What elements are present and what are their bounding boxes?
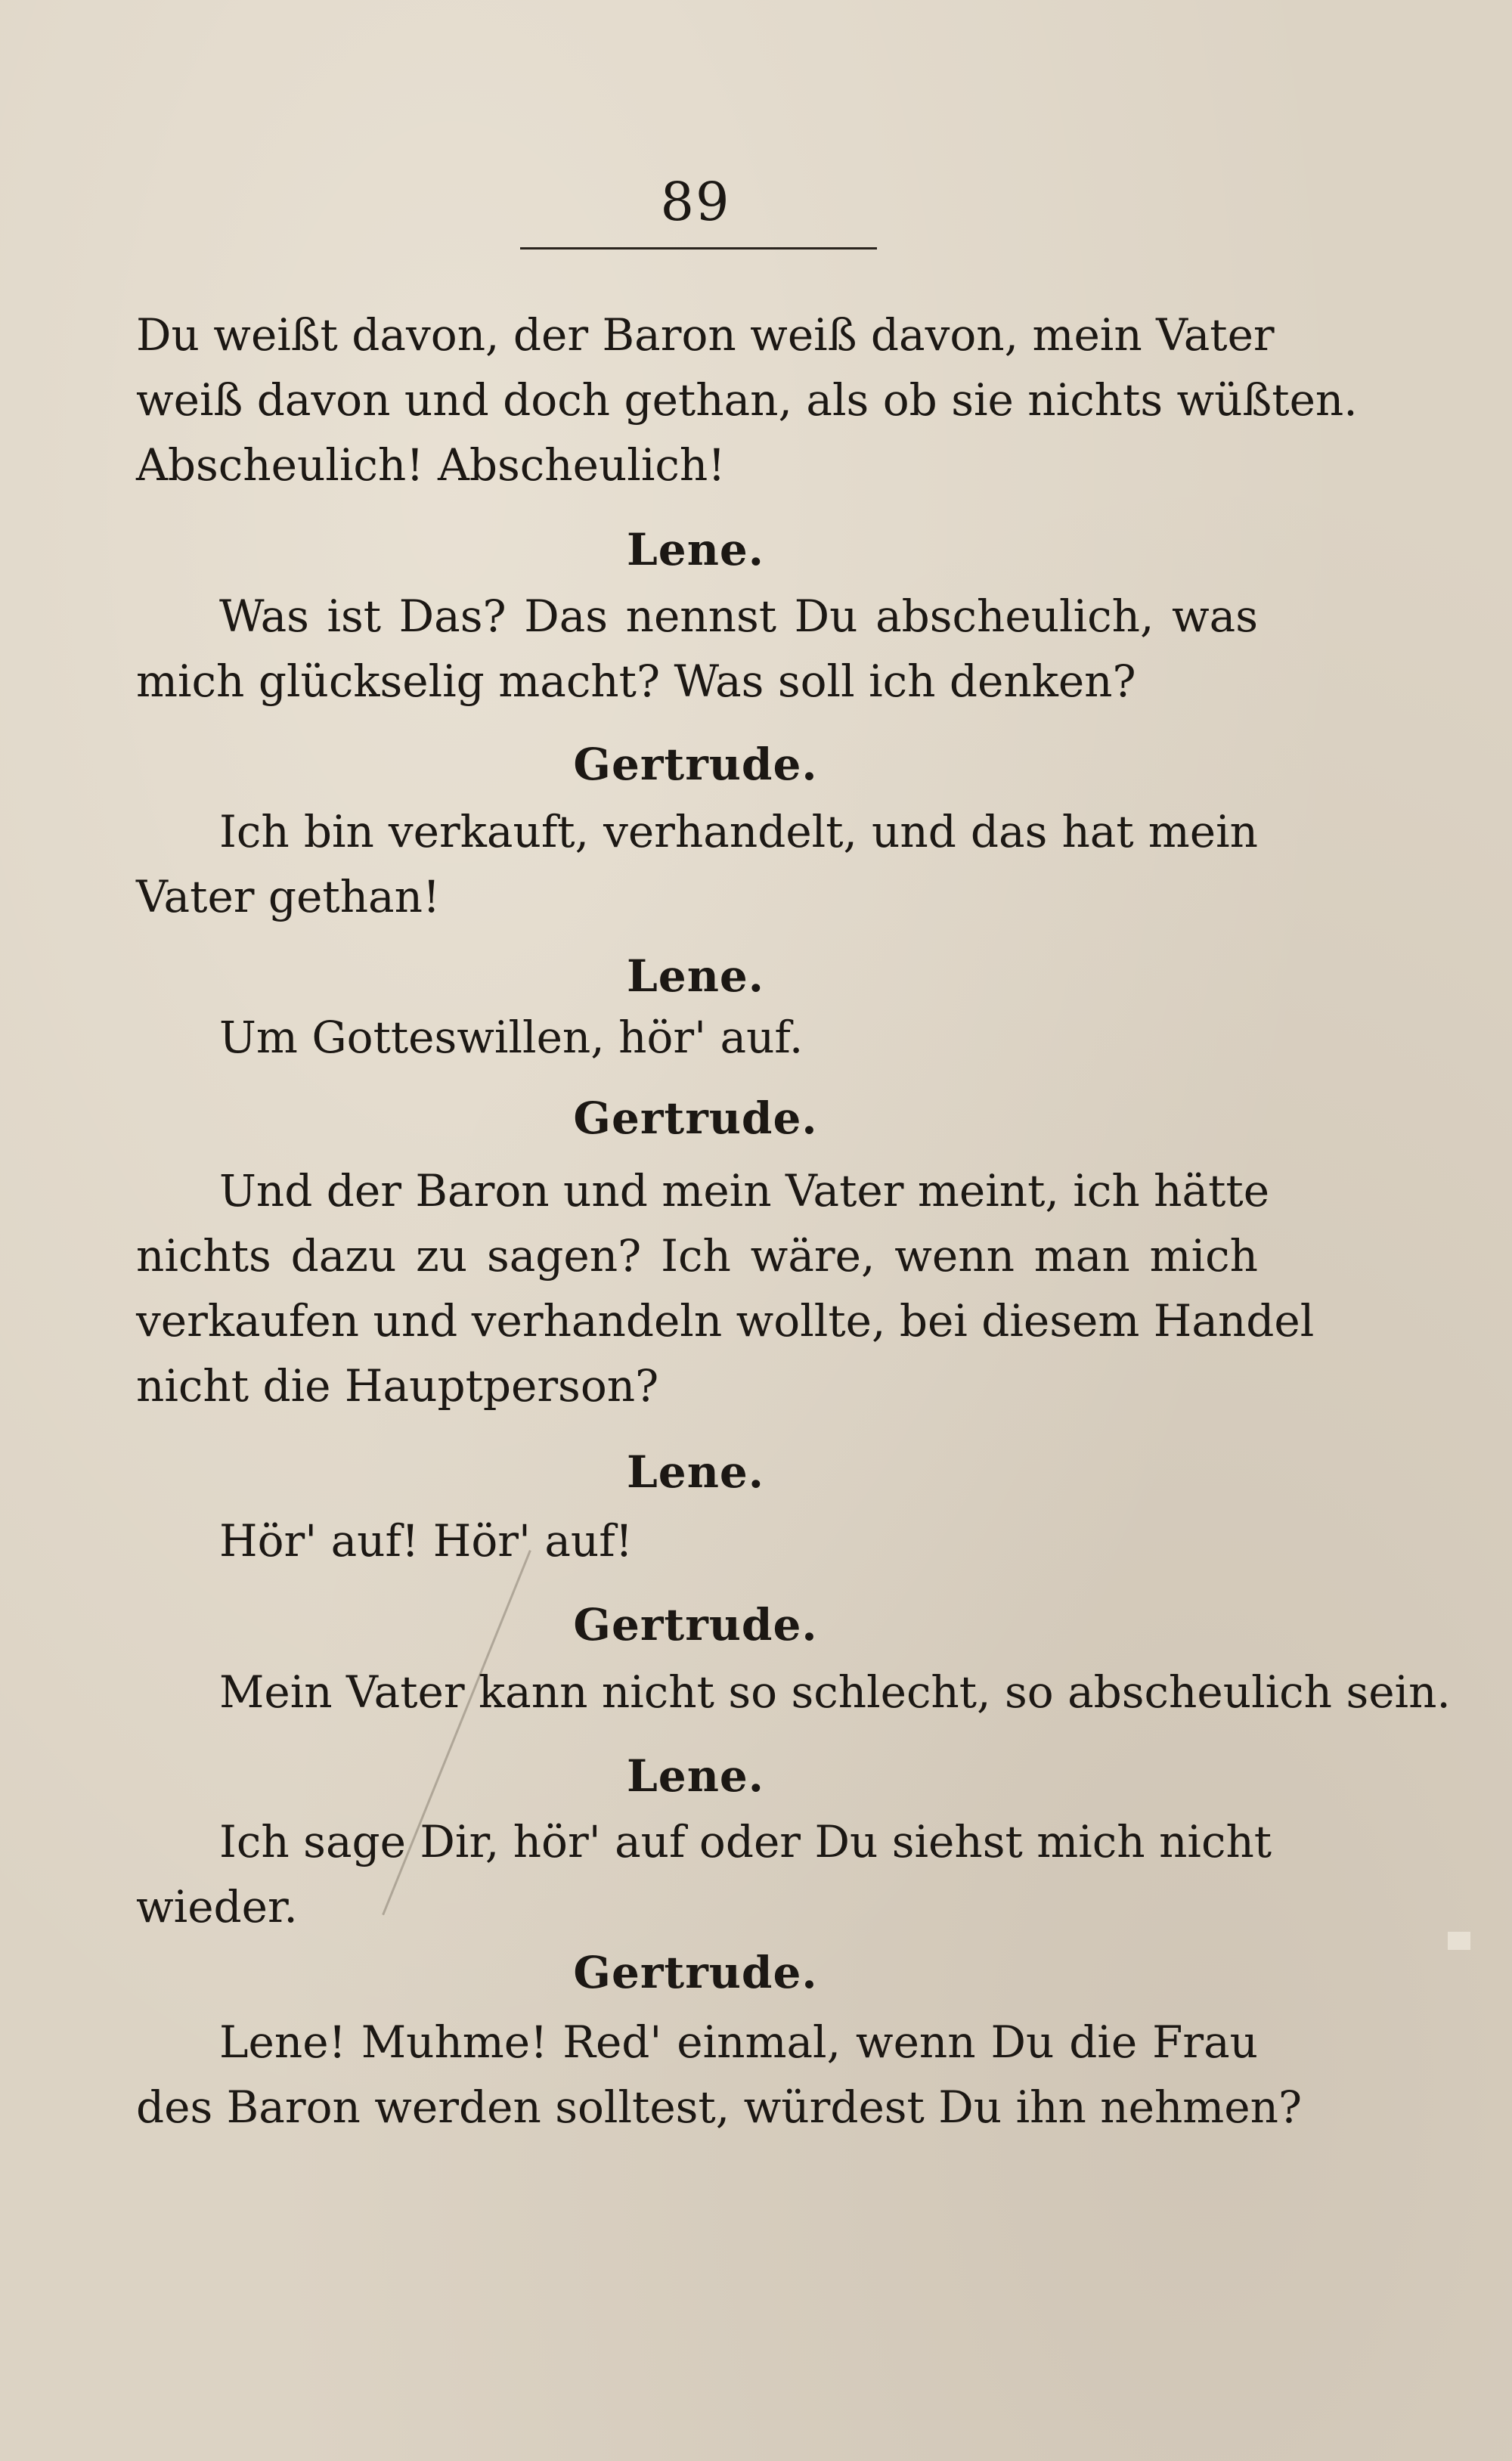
text-line: nichts dazu zu sagen? Ich wäre, wenn man mich [136, 1230, 1258, 1282]
page-number: 89 [660, 171, 731, 233]
text-line: Ich sage Dir, hör' auf oder Du siehst mich nicht [219, 1816, 1272, 1867]
text-block-5 [136, 1158, 1315, 1418]
text-line: Hör' auf! Hör' auf! [219, 1515, 634, 1567]
speaker-name: Lene. [627, 1446, 764, 1498]
text-line: verkaufen und verhandeln wollte, bei diesem Handel [136, 1295, 1315, 1347]
speaker-name: Lene. [627, 1750, 764, 1802]
speaker-name: Lene. [627, 950, 764, 1002]
text-line: Und der Baron und mein Vater meint, ich hätte [219, 1165, 1270, 1217]
text-line: Um Gotteswillen, hör' auf. [219, 1012, 804, 1063]
text-block-1 [136, 302, 1358, 497]
speaker-name: Gertrude. [573, 1599, 818, 1650]
text-line: wieder. [136, 1881, 298, 1933]
text-line: nicht die Hauptperson? [136, 1360, 659, 1412]
text-line: Abscheulich! Abscheulich! [136, 439, 726, 491]
text-line: weiß davon und doch gethan, als ob sie nichts wüßten. [136, 374, 1358, 426]
paper-speck [1448, 1932, 1470, 1950]
header-rule [520, 247, 877, 250]
text-line: Du weißt davon, der Baron weiß davon, mein Vater [136, 309, 1275, 361]
text-block-7 [136, 1660, 1451, 1725]
text-line: mich glückselig macht? Was soll ich denken? [136, 656, 1136, 707]
speaker-name: Gertrude. [573, 739, 818, 790]
speaker-name: Gertrude. [573, 1947, 818, 1998]
text-block-9 [136, 2010, 1303, 2140]
text-block-6 [136, 1508, 1258, 1573]
text-block-2 [136, 584, 1258, 714]
speaker-name: Lene. [627, 524, 764, 575]
text-block-8 [136, 1809, 1272, 1939]
text-line: Was ist Das? Das nennst Du abscheulich, was [219, 590, 1258, 642]
text-block-4 [136, 1005, 1258, 1070]
speaker-name: Gertrude. [573, 1093, 818, 1144]
text-line: Mein Vater kann nicht so schlecht, so abscheulich sein. [219, 1666, 1451, 1718]
text-line: des Baron werden solltest, würdest Du ihn nehmen? [136, 2081, 1303, 2133]
text-block-3 [136, 799, 1258, 929]
text-line: Vater gethan! [136, 871, 441, 922]
text-line: Ich bin verkauft, verhandelt, und das hat mein [219, 806, 1258, 857]
text-line: Lene! Muhme! Red' einmal, wenn Du die Frau [219, 2016, 1258, 2068]
